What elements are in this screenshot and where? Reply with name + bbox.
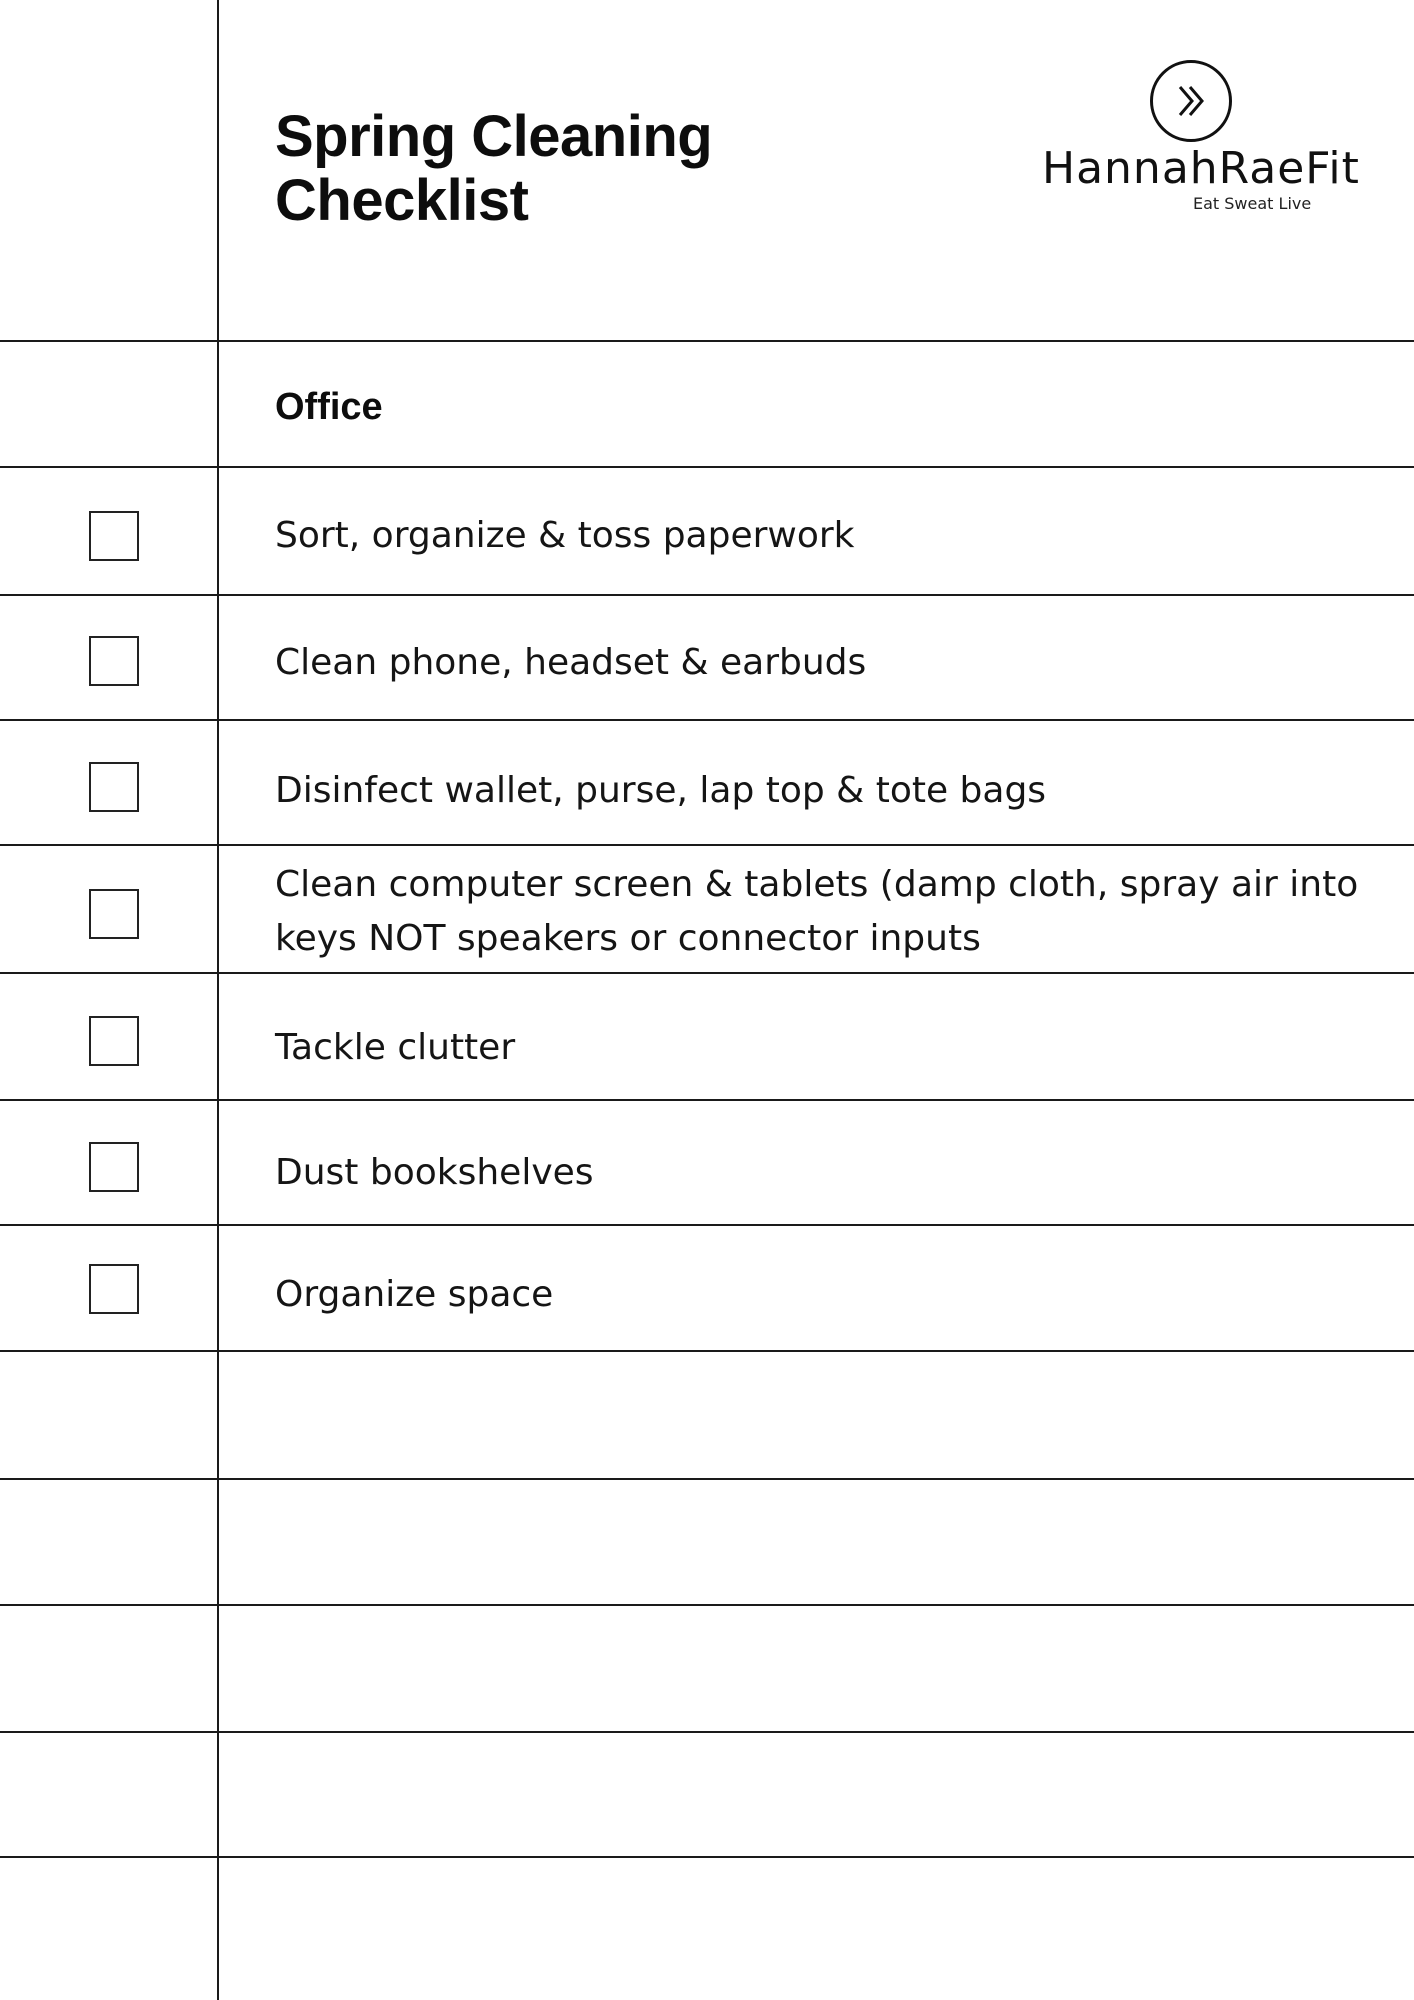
checklist-checkbox[interactable] [89, 1264, 139, 1314]
row-divider [0, 1856, 1414, 1858]
row-divider [0, 466, 1414, 468]
brand-tagline: Eat Sweat Live [1193, 194, 1312, 213]
checklist-checkbox[interactable] [89, 1142, 139, 1192]
checklist-item-label: Organize space [275, 1274, 554, 1315]
row-divider [0, 719, 1414, 721]
row-divider [0, 1099, 1414, 1101]
row-divider [0, 594, 1414, 596]
checklist-checkbox[interactable] [89, 636, 139, 686]
row-divider [0, 1478, 1414, 1480]
page-title-line-2: Checklist [275, 168, 529, 233]
section-title: Office [275, 386, 383, 428]
page-title-line-1: Spring Cleaning [275, 104, 713, 169]
brand-logo [1030, 58, 1390, 228]
double-chevron-right-icon [1150, 60, 1232, 142]
brand-name: HannahRaeFit [1042, 143, 1360, 194]
row-divider [0, 844, 1414, 846]
checklist-item-label: Tackle clutter [275, 1027, 516, 1068]
checklist-item-label: Dust bookshelves [275, 1152, 594, 1193]
checklist-item-label: Disinfect wallet, purse, lap top & tote bags [275, 770, 1047, 811]
checklist-item-label: Clean phone, headset & earbuds [275, 642, 867, 683]
column-divider [217, 0, 219, 2000]
row-divider [0, 1224, 1414, 1226]
row-divider [0, 1731, 1414, 1733]
checklist-checkbox[interactable] [89, 762, 139, 812]
row-divider [0, 340, 1414, 342]
row-divider [0, 1350, 1414, 1352]
checklist-checkbox[interactable] [89, 1016, 139, 1066]
checklist-item-label: Clean computer screen & tablets (damp cloth, spray air into keys NOT speakers or connector inputs [275, 864, 1359, 959]
checklist-item-label: Sort, organize & toss paperwork [275, 515, 855, 556]
row-divider [0, 1604, 1414, 1606]
page-title [275, 105, 712, 233]
row-divider [0, 972, 1414, 974]
checklist-checkbox[interactable] [89, 511, 139, 561]
checklist-checkbox[interactable] [89, 889, 139, 939]
